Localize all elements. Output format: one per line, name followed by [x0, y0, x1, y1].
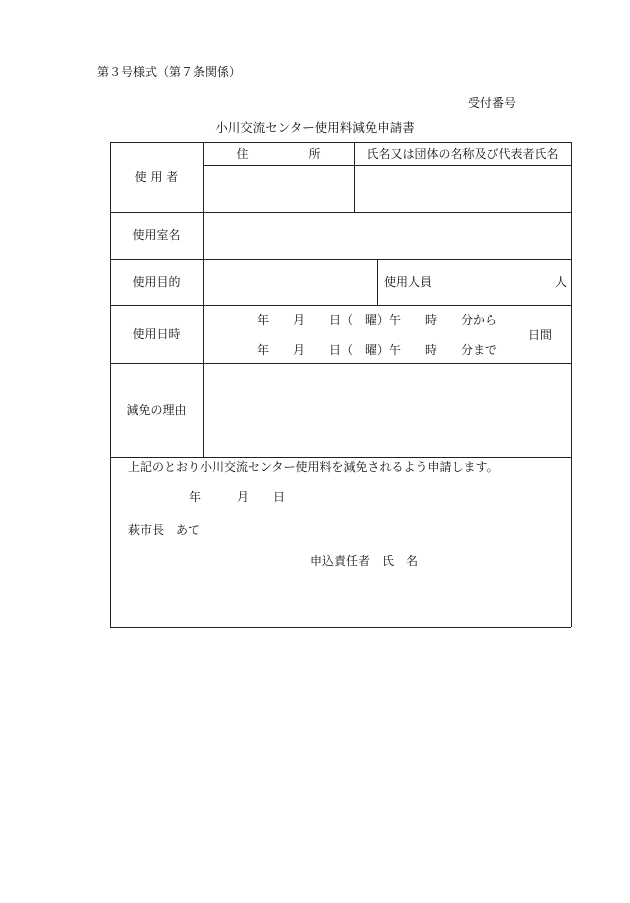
- purpose-split-line: [377, 259, 378, 305]
- date-line: 年 月 日: [189, 490, 286, 504]
- table-border-bottom: [110, 627, 571, 628]
- addressee: 萩市長 あて: [128, 523, 201, 537]
- row-line: [110, 457, 571, 458]
- datetime-from: 年 月 日（ 曜）午 時 分から: [257, 313, 498, 327]
- table-border-right: [571, 142, 572, 627]
- form-number: 第３号様式（第７条関係）: [97, 65, 242, 79]
- row-line: [110, 305, 571, 306]
- headcount-field[interactable]: [440, 262, 550, 302]
- days-label: 日間: [528, 328, 553, 342]
- address-header: 住 所: [236, 147, 321, 161]
- purpose-field[interactable]: [204, 260, 376, 304]
- reason-label: 減免の理由: [126, 403, 187, 417]
- declaration-text: 上記のとおり小川交流センター使用料を減免されるよう申請します。: [128, 460, 499, 474]
- name-header: 氏名又は団体の名称及び代表者氏名: [366, 147, 559, 161]
- page-title: 小川交流センター使用料減免申請書: [215, 120, 415, 135]
- room-label: 使用室名: [132, 228, 181, 242]
- reception-number-label: 受付番号: [468, 96, 517, 110]
- datetime-label: 使用日時: [132, 327, 181, 341]
- purpose-label: 使用目的: [132, 275, 181, 289]
- reason-field[interactable]: [204, 364, 570, 456]
- datetime-to: 年 月 日（ 曜）午 時 分まで: [257, 343, 498, 357]
- user-label: 使 用 者: [134, 170, 179, 184]
- room-field[interactable]: [204, 213, 570, 258]
- address-field[interactable]: [204, 166, 353, 211]
- table-border-top: [110, 142, 571, 143]
- applicant-label: 申込責任者 氏 名: [310, 554, 419, 568]
- applicant-name-field[interactable]: [430, 550, 560, 572]
- headcount-unit: 人: [555, 275, 568, 289]
- headcount-label: 使用人員: [384, 275, 433, 289]
- table-border-left: [110, 142, 111, 627]
- name-field[interactable]: [355, 166, 570, 211]
